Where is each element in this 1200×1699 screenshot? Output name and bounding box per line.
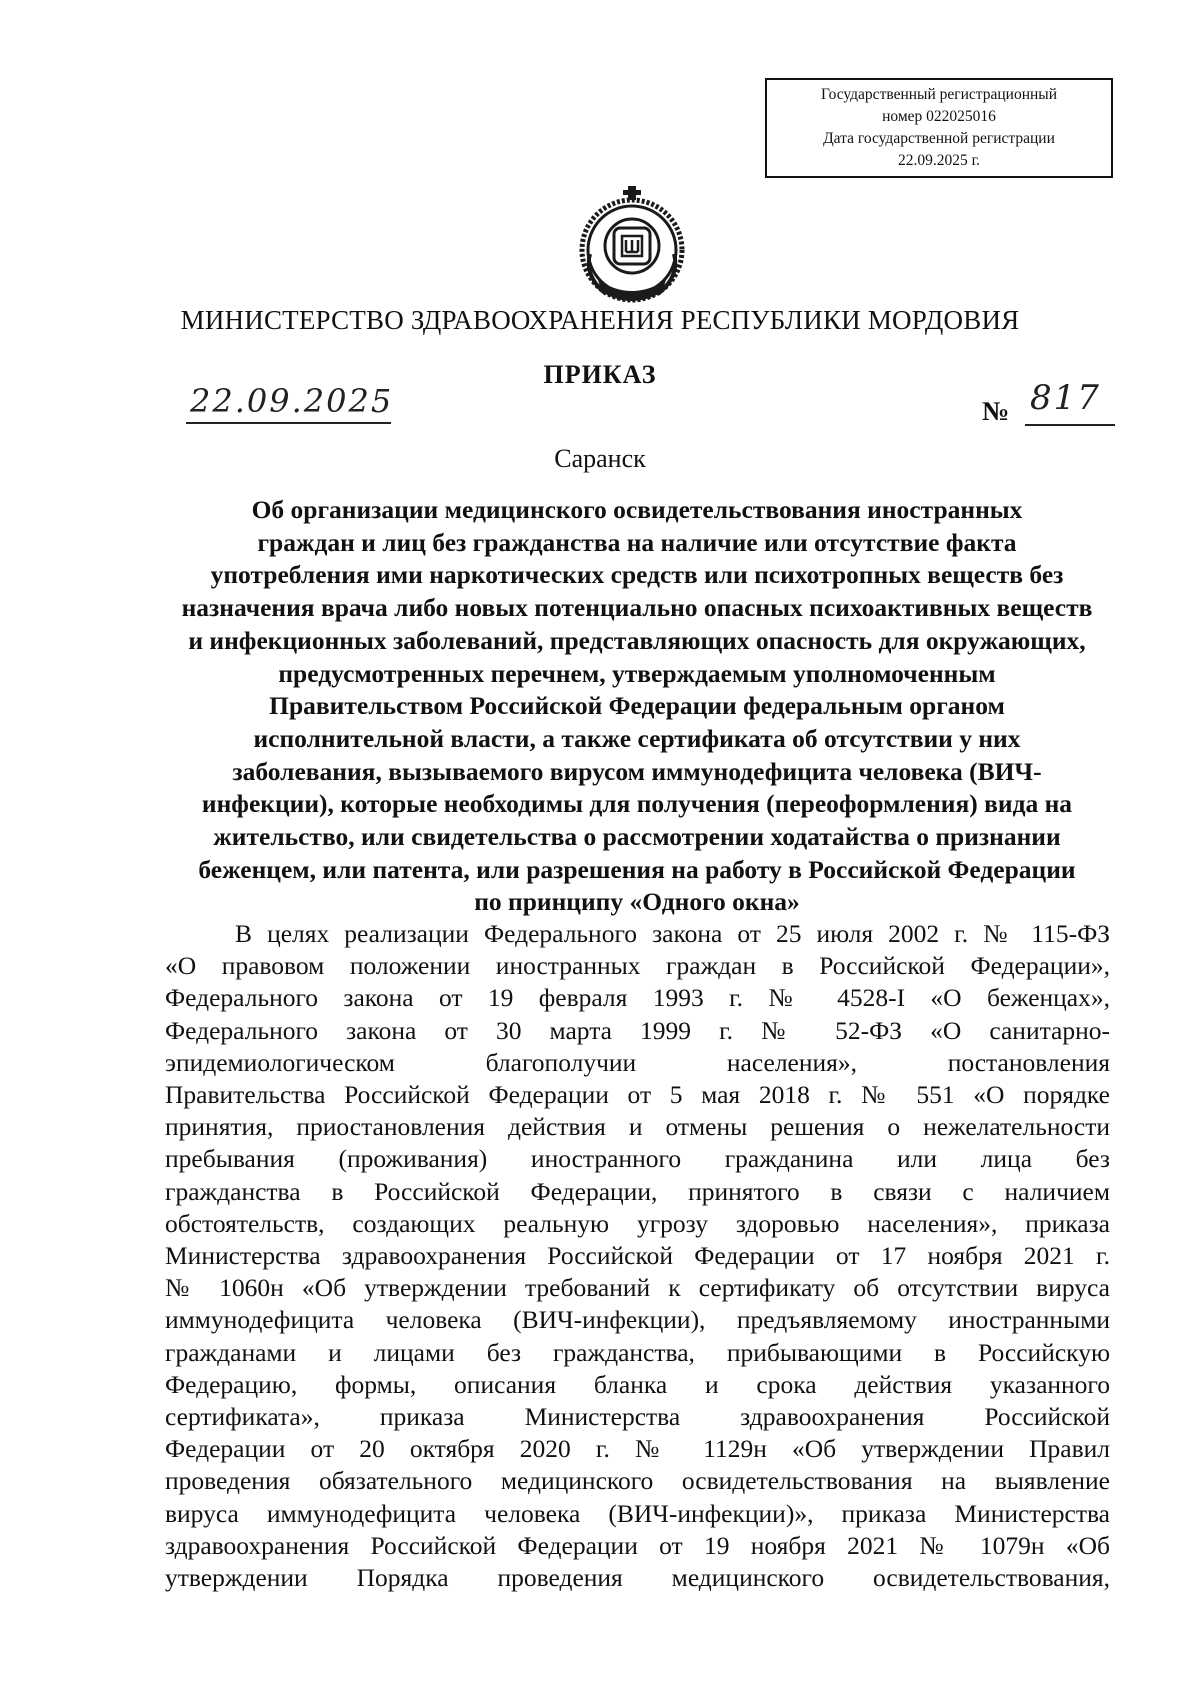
subject-line: назначения врача либо новых потенциально опасных психоактивных веществ (181, 593, 1093, 623)
body-line: № 1060н «Об утверждении требований к сертификату об отсутствии вируса (165, 1273, 1110, 1303)
body-line: Министерства здравоохранения Российской Федерации от 17 ноября 2021 г. (165, 1241, 1110, 1271)
registration-line-1: Государственный регистрационный (820, 86, 1058, 103)
body-line: эпидемиологическом благополучии населения», постановления (165, 1047, 1110, 1077)
registration-number: номер 022025016 (882, 108, 996, 125)
body-line: обстоятельств, создающих реальную угрозу здоровью населения», приказа (165, 1208, 1110, 1238)
document-type: ПРИКАЗ (543, 360, 657, 389)
body-line: В целях реализации Федерального закона от 25 июля 2002 г. № 115-ФЗ (235, 919, 1110, 948)
body-line: Правительства Российской Федерации от 5 мая 2018 г. № 551 «О порядке (165, 1080, 1110, 1110)
ministry-name: МИНИСТЕРСТВО ЗДРАВООХРАНЕНИЯ РЕСПУБЛИКИ МОРДОВИЯ (180, 305, 1020, 335)
city: Саранск (554, 444, 646, 473)
body-line: утверждении Порядка проведения медицинского освидетельствования, (165, 1563, 1110, 1593)
body-line: гражданства в Российской Федерации, принятого в связи с наличием (165, 1176, 1110, 1206)
subject-line: Об организации медицинского освидетельствования иностранных (251, 495, 1023, 524)
body-line: здравоохранения Российской Федерации от 19 ноября 2021 № 1079н «Об (165, 1530, 1110, 1560)
body-line: Федерального закона от 30 марта 1999 г. № 52-ФЗ «О санитарно- (165, 1015, 1110, 1045)
order-subject (172, 494, 1102, 919)
body-line: вируса иммунодефицита человека (ВИЧ-инфекции)», приказа Министерства (165, 1498, 1110, 1528)
subject-line: граждан и лиц без гражданства на наличие или отсутствие факта (257, 527, 1017, 557)
body-line: Федерации от 20 октября 2020 г. № 1129н «Об утверждении Правил (165, 1434, 1110, 1464)
order-number: 817 (1030, 378, 1101, 418)
body-line: Федерацию, формы, описания бланка и срока действия указанного (165, 1369, 1110, 1399)
coat-of-arms-icon (576, 184, 688, 308)
number-sign: № (982, 396, 1010, 426)
subject-line: употребления ими наркотических средств или психотропных веществ без (210, 560, 1064, 590)
body-line: принятия, приостановления действия и отмены решения о нежелательности (165, 1112, 1110, 1142)
subject-line: по принципу «Одного окна» (474, 887, 800, 917)
subject-line: инфекции), которые необходимы для получения (переоформления) вида на (201, 789, 1073, 819)
body-line: Федерального закона от 19 февраля 1993 г. № 4528-I «О беженцах», (165, 983, 1110, 1013)
body-line: сертификата», приказа Министерства здравоохранения Российской (165, 1402, 1110, 1432)
subject-line: жительство, или свидетельства о рассмотрении ходатайства о признании (213, 822, 1061, 852)
subject-line: Правительством Российской Федерации федеральным органом (269, 691, 1005, 721)
order-date: 22.09.2025 (190, 382, 394, 420)
registration-stamp (765, 78, 1113, 178)
body-line: пребывания (проживания) иностранного гражданина или лица без (165, 1144, 1110, 1174)
subject-line: и инфекционных заболеваний, представляющих опасность для окружающих, (188, 625, 1086, 655)
subject-line: исполнительной власти, а также сертификата об отсутствии у них (253, 723, 1021, 753)
date-underline (186, 422, 391, 424)
subject-line: беженцем, или патента, или разрешения на работу в Российской Федерации (198, 854, 1076, 884)
body-line: проведения обязательного медицинского освидетельствования на выявление (165, 1466, 1110, 1496)
subject-line: заболевания, вызываемого вирусом иммунодефицита человека (ВИЧ- (232, 756, 1042, 786)
order-body (165, 918, 1110, 1594)
registration-line-3: Дата государственной регистрации (823, 130, 1055, 147)
registration-date: 22.09.2025 г. (897, 152, 981, 169)
subject-line: предусмотренных перечнем, утверждаемым уполномоченным (278, 658, 996, 688)
body-line: иммунодефицита человека (ВИЧ-инфекции), предъявляемому иностранными (165, 1305, 1110, 1335)
body-line: «О правовом положении иностранных граждан в Российской Федерации», (165, 951, 1110, 981)
body-line: гражданами и лицами без гражданства, прибывающими в Российскую (165, 1337, 1110, 1367)
number-underline (1025, 424, 1115, 426)
